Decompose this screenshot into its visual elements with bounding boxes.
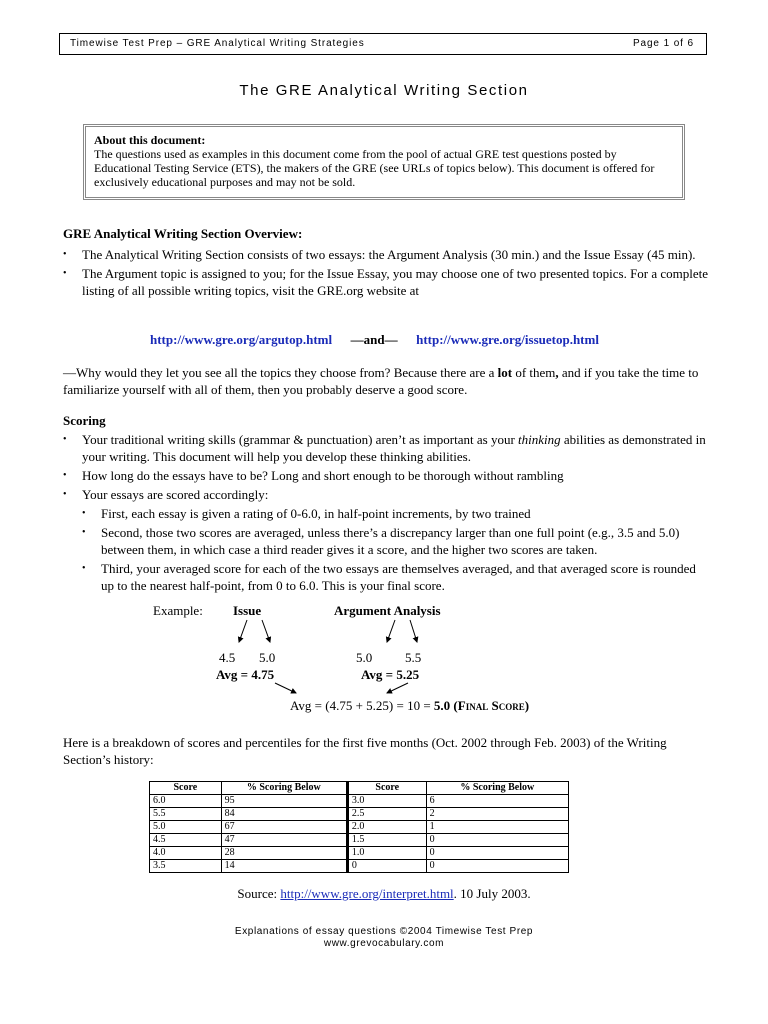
table-cell: 3.0 [347, 795, 426, 808]
overview-bullet-1: • The Analytical Writing Section consists of two essays: the Argument Analysis (30 min.) and the Issue Essay (45 min). [63, 246, 711, 263]
score-table [149, 781, 569, 873]
issue-score-1: 4.5 [219, 650, 236, 665]
table-cell: 0 [426, 860, 568, 873]
why-comma: , [555, 365, 559, 380]
issue-label: Issue [233, 603, 262, 618]
source-label: Source: [237, 886, 281, 901]
overview-bullet-2: • The Argument topic is assigned to you; for the Issue Essay, you may choose one of two presented topics. For a complete listing of all possible writing topics, visit the GRE.org website at [63, 265, 711, 299]
scoring-b1-a: Your traditional writing skills (grammar & punctuation) aren’t as important as your [82, 432, 519, 447]
table-cell: 5.5 [150, 808, 222, 821]
table-cell: 1 [426, 821, 568, 834]
scoring-b1-b: abilities as demonstrated in your writing. This document will help you develop these thinking abilities. [82, 432, 706, 464]
table-cell: 6.0 [150, 795, 222, 808]
table-cell: 95 [221, 795, 347, 808]
arrow-arg-avg [387, 683, 408, 693]
table-header: % Scoring Below [221, 782, 347, 795]
arrow-issue-avg [275, 683, 296, 693]
table-cell: 0 [426, 834, 568, 847]
footer-copyright: Explanations of essay questions ©2004 Timewise Test Prep [234, 926, 534, 937]
why-text-a: —Why would they let you see all the topics they choose from? Because there are a [63, 365, 498, 380]
final-score-label: Final Score [457, 698, 525, 713]
table-header: % Scoring Below [426, 782, 568, 795]
source-line [0, 886, 768, 902]
page-footer [0, 926, 768, 950]
final-formula: Avg = (4.75 + 5.25) = 10 = [290, 698, 434, 713]
document-title: The GRE Analytical Writing Section [239, 82, 529, 99]
arrow-issue-right [262, 620, 270, 642]
table-cell: 14 [221, 860, 347, 873]
scoring-bullet-3: • Your essays are scored accordingly: [63, 486, 711, 503]
table-cell: 4.5 [150, 834, 222, 847]
final-score-line [290, 698, 529, 714]
example-label: Example: [153, 603, 203, 618]
table-cell: 67 [221, 821, 347, 834]
arrow-arg-left [387, 620, 395, 642]
source-rest: . 10 July 2003. [453, 886, 531, 901]
scoring-sub-3: • Third, your averaged score for each of the two essays are themselves averaged, and that averaged score is rounded up to the nearest half-point, from 0 to 6.0. This is your final score. [82, 560, 704, 594]
scoring-b1-em: thinking [518, 432, 561, 447]
table-row [150, 795, 569, 808]
scoring-sub-1: • First, each essay is given a rating of 0-6.0, in half-point increments, by two trained [82, 505, 704, 522]
arrow-arg-right [410, 620, 417, 642]
table-row [150, 821, 569, 834]
table-cell: 2 [426, 808, 568, 821]
argument-label: Argument Analysis [334, 603, 441, 618]
table-header: Score [347, 782, 426, 795]
source-link[interactable]: http://www.gre.org/interpret.html [280, 886, 454, 901]
table-cell: 5.0 [150, 821, 222, 834]
page-number: Page 1 of 6 [632, 38, 694, 49]
table-cell: 1.0 [347, 847, 426, 860]
arrow-issue-left [239, 620, 247, 642]
table-row [150, 808, 569, 821]
about-text: The questions used as examples in this document come from the pool of actual GRE test questions posted by Educational Testing Service (ETS), the makers of the GRE (see URLs of topics below). This document is offered for exclusively educational purposes and may not be sold. [94, 147, 655, 189]
scoring-heading: Scoring [63, 413, 106, 428]
overview-heading: GRE Analytical Writing Section Overview: [63, 226, 303, 241]
table-header-row [150, 782, 569, 795]
argument-topics-link[interactable]: http://www.gre.org/argutop.html [150, 332, 333, 347]
table-cell: 1.5 [347, 834, 426, 847]
table-cell: 47 [221, 834, 347, 847]
arg-score-1: 5.0 [356, 650, 373, 665]
arg-score-2: 5.5 [405, 650, 422, 665]
why-lot: lot [497, 365, 513, 380]
table-row [150, 847, 569, 860]
final-score-value: 5.0 [433, 698, 451, 713]
breakdown-paragraph: Here is a breakdown of scores and percentiles for the first five months (Oct. 2002 through Feb. 2003) of the Writing Section’s history: [63, 735, 667, 767]
table-cell: 2.5 [347, 808, 426, 821]
table-header: Score [150, 782, 222, 795]
scoring-bullet-2: • How long do the essays have to be? Long and short enough to be thorough without rambling [63, 467, 711, 484]
table-cell: 3.5 [150, 860, 222, 873]
table-row [150, 860, 569, 873]
table-cell: 84 [221, 808, 347, 821]
issue-score-2: 5.0 [259, 650, 276, 665]
final-open: ( [450, 698, 458, 713]
why-text-b: and if you take the time to familiarize yourself with all of them, then you probably deserve a good score. [63, 365, 699, 397]
table-cell: 4.0 [150, 847, 222, 860]
table-cell: 6 [426, 795, 568, 808]
issue-avg: Avg = 4.75 [216, 667, 275, 682]
final-close: ) [524, 698, 530, 713]
about-heading: About this document: [94, 133, 206, 147]
and-separator: —and— [350, 332, 398, 347]
arg-avg: Avg = 5.25 [361, 667, 420, 682]
scoring-sub-2: • Second, those two scores are averaged, unless there’s a discrepancy larger than one full point (e.g., 3.5 and 5.0) between them, in which case a third reader gives it a score, and the higher two scores are taken. [82, 524, 704, 558]
why-of: of them [512, 365, 556, 380]
table-row [150, 834, 569, 847]
table-cell: 28 [221, 847, 347, 860]
footer-website: www.grevocabulary.com [323, 938, 445, 949]
header-title: Timewise Test Prep – GRE Analytical Writing Strategies [70, 38, 365, 49]
issue-topics-link[interactable]: http://www.gre.org/issuetop.html [416, 332, 599, 347]
table-cell: 2.0 [347, 821, 426, 834]
table-cell: 0 [347, 860, 426, 873]
table-cell: 0 [426, 847, 568, 860]
